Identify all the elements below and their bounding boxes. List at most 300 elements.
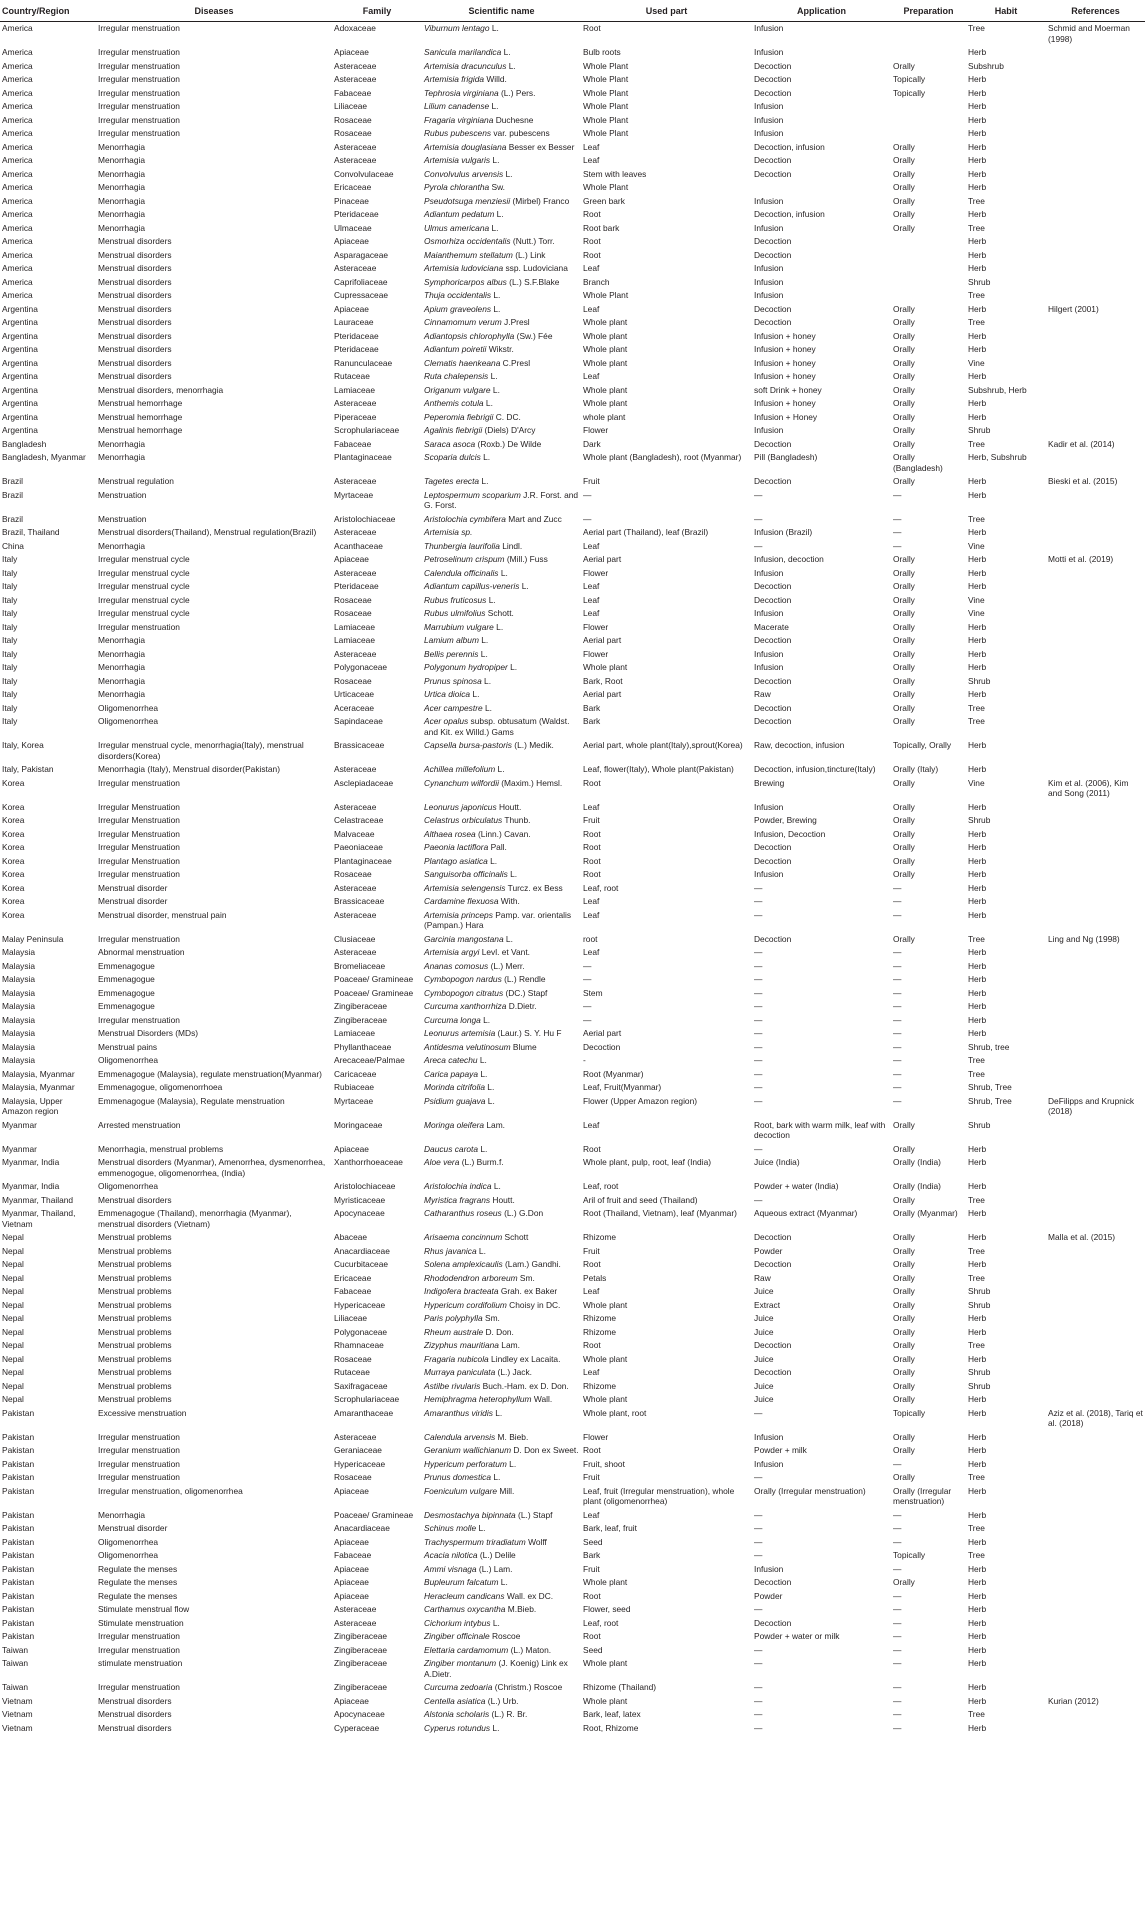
cell-application: Infusion (Brazil) <box>754 527 813 537</box>
cell-habit: Tree <box>968 933 985 944</box>
cell-country: Korea <box>2 828 25 839</box>
table-row <box>0 960 1145 974</box>
cell-disease: Menstrual hemorrhage <box>98 411 183 422</box>
cell-country: Argentina <box>2 425 38 435</box>
table-row <box>0 276 1145 290</box>
cell-preparation: Topically <box>893 87 926 98</box>
cell-family: Zingiberaceae <box>334 1631 388 1641</box>
header-row <box>0 4 1145 22</box>
cell-reference <box>1046 868 1145 882</box>
cell-preparation: — <box>893 974 902 984</box>
cell-application: Juice <box>754 1380 774 1391</box>
cell-disease: Irregular menstruation <box>98 621 180 632</box>
table-row <box>0 1366 1145 1380</box>
cell-disease: Menstrual problems <box>98 1340 172 1350</box>
cell-disease: Menstrual Disorders (MDs) <box>98 1028 199 1038</box>
cell-application: — <box>754 1068 763 1079</box>
cell-application: Decoction, infusion <box>754 209 825 219</box>
cell-country: Korea <box>2 869 25 879</box>
cell-family: Apiaceae <box>334 236 369 246</box>
cell-preparation: Orally <box>893 777 915 788</box>
cell-reference <box>1046 634 1145 648</box>
table-row <box>0 814 1145 828</box>
table-row <box>0 580 1145 594</box>
cell-used-part: Leaf, flower(Italy), Whole plant(Pakistan) <box>583 764 734 774</box>
cell-reference <box>1046 841 1145 855</box>
cell-family: Polygonaceae <box>334 1326 388 1337</box>
table-row <box>0 882 1145 896</box>
cell-reference <box>1046 1285 1145 1299</box>
cell-disease: Abnormal menstruation <box>98 947 185 957</box>
cell-country: Taiwan <box>2 1682 29 1692</box>
cell-used-part: Whole plant, pulp, root, leaf (India) <box>583 1157 712 1167</box>
cell-reference <box>1046 1458 1145 1472</box>
cell-scientific-name: Daucus carota L. <box>424 1143 488 1154</box>
cell-country: Korea <box>2 855 25 866</box>
cell-disease: Regulate the menses <box>98 1563 178 1574</box>
cell-habit: Herb <box>968 662 987 672</box>
cell-habit: Herb <box>968 1631 987 1641</box>
cell-application: Decoction <box>754 168 792 179</box>
table-row <box>0 526 1145 540</box>
cell-reference <box>1046 235 1145 249</box>
cell-reference <box>1046 855 1145 869</box>
cell-country: America <box>2 182 33 192</box>
cell-scientific-name: Adiantum capillus-veneris L. <box>424 581 529 591</box>
cell-reference <box>1046 1590 1145 1604</box>
cell-scientific-name: Acer opalus subsp. obtusatum (Waldst. and Kit. ex Willd.) Gams <box>424 716 570 737</box>
cell-preparation <box>891 289 966 303</box>
cell-family: Cyperaceae <box>334 1722 380 1733</box>
cell-preparation: Orally <box>893 1259 915 1269</box>
cell-used-part: Root <box>583 855 601 866</box>
cell-reference <box>1046 1603 1145 1617</box>
cell-used-part: Leaf <box>583 1119 600 1130</box>
table-row <box>0 973 1145 987</box>
table-row <box>0 1603 1145 1617</box>
cell-used-part: Seed <box>583 1644 603 1655</box>
cell-used-part: Leaf <box>583 581 600 591</box>
cell-preparation: Orally <box>893 411 915 422</box>
cell-application: Extract <box>754 1299 781 1310</box>
table-row <box>0 513 1145 527</box>
cell-habit: Tree <box>968 23 985 33</box>
cell-habit: Herb <box>968 554 987 564</box>
cell-application: Infusion <box>754 195 784 206</box>
table-row <box>0 661 1145 675</box>
cell-used-part: — <box>583 960 592 971</box>
cell-used-part: Leaf <box>583 141 600 152</box>
cell-family: Zingiberaceae <box>334 1014 388 1025</box>
cell-family: Apiaceae <box>334 1563 369 1574</box>
cell-reference <box>1046 316 1145 330</box>
table-row <box>0 1068 1145 1082</box>
cell-scientific-name: Zingiber montanum (J. Koenig) Link ex A.Dietr. <box>424 1658 568 1679</box>
cell-country: America <box>2 155 33 165</box>
table-row <box>0 1380 1145 1394</box>
cell-preparation: Orally <box>893 303 915 314</box>
cell-used-part: Whole plant (Bangladesh), root (Myanmar) <box>583 452 742 462</box>
cell-used-part: Whole plant, root <box>583 1407 647 1418</box>
cell-reference <box>1046 1299 1145 1313</box>
cell-scientific-name: Calendula arvensis M. Bieb. <box>424 1431 529 1442</box>
cell-reference <box>1046 1576 1145 1590</box>
cell-reference <box>1046 960 1145 974</box>
cell-country: Myanmar, Thailand <box>2 1194 74 1205</box>
cell-application: — <box>754 1682 763 1692</box>
cell-application: Decoction <box>754 581 792 591</box>
cell-disease: Menstrual problems <box>98 1286 172 1296</box>
cell-used-part: Rhizome <box>583 1380 617 1391</box>
cell-habit: Herb <box>968 896 987 906</box>
cell-preparation <box>891 127 966 141</box>
cell-scientific-name: Astilbe rivularis Buch.-Ham. ex D. Don. <box>424 1380 569 1391</box>
cell-preparation: — <box>893 1695 902 1706</box>
cell-country: Nepal <box>2 1367 24 1377</box>
cell-disease: Emmenagogue <box>98 987 155 998</box>
cell-preparation: — <box>893 1590 902 1601</box>
cell-used-part: Root <box>583 1631 601 1641</box>
cell-preparation: — <box>893 1055 902 1065</box>
cell-disease: Oligomenorrhea <box>98 716 159 726</box>
cell-disease: Irregular menstruation <box>98 1682 180 1692</box>
cell-application: Powder + milk <box>754 1445 807 1455</box>
cell-family: Cupressaceae <box>334 290 389 300</box>
cell-family: Asteraceae <box>334 476 377 486</box>
cell-used-part: Root <box>583 1445 601 1455</box>
cell-reference <box>1046 1393 1145 1407</box>
cell-preparation: — <box>893 527 902 537</box>
cell-scientific-name: Pyrola chlorantha Sw. <box>424 182 506 192</box>
cell-preparation: Orally <box>893 1394 915 1404</box>
cell-family: Brassicaceae <box>334 740 385 750</box>
table-row <box>0 828 1145 842</box>
cell-habit: Shrub <box>968 1299 991 1310</box>
cell-reference <box>1046 1041 1145 1055</box>
cell-application: Infusion <box>754 869 784 879</box>
cell-preparation: Orally <box>893 716 915 726</box>
cell-application: Juice <box>754 1353 774 1364</box>
cell-country: Nepal <box>2 1245 24 1256</box>
cell-habit: Shrub <box>968 675 991 686</box>
cell-application: — <box>754 1095 763 1106</box>
cell-reference <box>1046 909 1145 933</box>
cell-used-part: Whole plant <box>583 330 628 341</box>
cell-family: Cucurbitaceae <box>334 1259 389 1269</box>
table-row <box>0 946 1145 960</box>
cell-application: — <box>754 540 763 551</box>
table-row <box>0 1444 1145 1458</box>
cell-preparation: — <box>893 909 902 920</box>
table-row <box>0 1708 1145 1722</box>
cell-disease: Menstrual disorder <box>98 1523 168 1533</box>
cell-preparation: Orally <box>893 344 915 354</box>
cell-disease: Menorrhagia <box>98 209 146 219</box>
cell-family: Asteraceae <box>334 141 377 152</box>
cell-scientific-name: Apium graveolens L. <box>424 303 501 314</box>
cell-preparation: — <box>893 1523 902 1533</box>
cell-preparation: Orally <box>893 608 915 618</box>
cell-country: Korea <box>2 842 25 852</box>
cell-used-part: Aerial part (Thailand), leaf (Brazil) <box>583 527 709 537</box>
cell-used-part: Leaf <box>583 371 600 381</box>
cell-country: Brazil <box>2 489 23 500</box>
cell-habit: Herb <box>968 648 987 659</box>
cell-application: — <box>754 947 763 957</box>
cell-reference <box>1046 357 1145 371</box>
cell-application: Infusion <box>754 290 784 300</box>
cell-application: Infusion + honey <box>754 357 816 368</box>
cell-family: Apiaceae <box>334 303 369 314</box>
cell-used-part: Whole plant <box>583 357 628 368</box>
cell-preparation: Orally <box>893 621 915 632</box>
cell-preparation: — <box>893 540 902 551</box>
table-row <box>0 855 1145 869</box>
cell-scientific-name: Bupleurum falcatum L. <box>424 1577 508 1587</box>
cell-application: Infusion <box>754 222 784 233</box>
cell-used-part: Whole Plant <box>583 60 629 71</box>
cell-country: Italy, Pakistan <box>2 764 54 774</box>
cell-disease: Menstrual pains <box>98 1041 158 1052</box>
cell-disease: Menstrual disorders <box>98 357 172 368</box>
cell-disease: Stimulate menstruation <box>98 1617 184 1628</box>
cell-habit: Shrub, Tree <box>968 1095 1012 1106</box>
cell-country: Pakistan <box>2 1536 35 1547</box>
header-family: Family <box>332 4 422 22</box>
cell-scientific-name: Convolvulus arvensis L. <box>424 168 513 179</box>
cell-country: Korea <box>2 909 25 920</box>
cell-family: Rosaceae <box>334 114 372 125</box>
cell-used-part: Leaf <box>583 540 600 551</box>
cell-habit: Herb <box>968 1407 987 1418</box>
cell-used-part: Leaf <box>583 896 600 906</box>
cell-application: Orally (Irregular menstruation) <box>754 1485 866 1496</box>
cell-used-part: Bark, Root <box>583 675 623 686</box>
cell-country: America <box>2 87 33 98</box>
cell-disease: Irregular menstruation, oligomenorrhea <box>98 1485 243 1496</box>
cell-used-part: Whole Plant <box>583 290 629 300</box>
cell-country: America <box>2 101 33 111</box>
cell-disease: Menstrual problems <box>98 1299 172 1310</box>
cell-preparation: Orally <box>893 222 915 233</box>
cell-country: Nepal <box>2 1313 24 1323</box>
cell-used-part: Whole plant <box>583 1353 628 1364</box>
cell-application: Infusion <box>754 128 784 138</box>
cell-habit: Tree <box>968 1068 985 1079</box>
cell-habit: Herb <box>968 1485 987 1496</box>
cell-country: Argentina <box>2 317 38 327</box>
cell-used-part: Whole Plant <box>583 114 629 125</box>
cell-disease: Menstrual disorders(Thailand), Menstrual regulation(Brazil) <box>98 527 317 537</box>
cell-disease: Menstruation <box>98 513 147 524</box>
cell-preparation: — <box>893 513 902 524</box>
cell-used-part: Flower <box>583 648 609 659</box>
cell-preparation: — <box>893 1682 902 1692</box>
cell-country: Italy <box>2 554 18 564</box>
cell-preparation: Orally <box>893 384 915 395</box>
table-row <box>0 249 1145 263</box>
cell-country: Pakistan <box>2 1407 35 1418</box>
cell-used-part: Stem <box>583 987 603 998</box>
table-row <box>0 1393 1145 1407</box>
cell-used-part: Leaf <box>583 947 600 957</box>
cell-reference: Motti et al. (2019) <box>1048 554 1114 564</box>
cell-used-part: Fruit <box>583 1472 600 1482</box>
cell-preparation: Orally <box>893 1326 915 1337</box>
cell-used-part: Seed <box>583 1536 603 1547</box>
cell-reference <box>1046 127 1145 141</box>
cell-disease: Menstrual disorders <box>98 344 172 354</box>
cell-used-part: Decoction <box>583 1041 621 1052</box>
cell-reference <box>1046 181 1145 195</box>
cell-habit: Herb <box>968 1722 987 1733</box>
cell-country: Myanmar, India <box>2 1181 60 1191</box>
cell-disease: Menorrhagia <box>98 438 146 449</box>
table-row <box>0 357 1145 371</box>
cell-used-part: Flower, seed <box>583 1604 631 1614</box>
cell-scientific-name: Artemisia sp. <box>424 527 473 537</box>
cell-preparation: Orally <box>893 209 915 219</box>
cell-family: Apiaceae <box>334 1485 369 1496</box>
cell-habit: Tree <box>968 290 985 300</box>
cell-country: Pakistan <box>2 1485 35 1496</box>
cell-scientific-name: Osmorhiza occidentalis (Nutt.) Torr. <box>424 236 555 246</box>
cell-used-part: Leaf <box>583 608 600 618</box>
cell-used-part: Root <box>583 777 601 788</box>
cell-scientific-name: Morinda citrifolia L. <box>424 1082 495 1092</box>
cell-country: Bangladesh, Myanmar <box>2 452 86 462</box>
cell-country: Nepal <box>2 1286 24 1296</box>
cell-country: Argentina <box>2 411 38 422</box>
cell-country: Pakistan <box>2 1458 35 1469</box>
cell-application: Decoction <box>754 1232 792 1242</box>
cell-scientific-name: Garcinia mangostana L. <box>424 933 513 944</box>
cell-application: Raw <box>754 689 771 699</box>
cell-preparation: — <box>893 1631 902 1641</box>
table-row <box>0 621 1145 635</box>
cell-application: Aqueous extract (Myanmar) <box>754 1208 858 1218</box>
cell-family: Ericaceae <box>334 182 372 192</box>
cell-application: — <box>754 987 763 998</box>
cell-reference <box>1046 1617 1145 1631</box>
cell-reference <box>1046 168 1145 182</box>
cell-country: America <box>2 195 33 206</box>
cell-habit: Herb <box>968 1604 987 1614</box>
cell-preparation: — <box>893 1095 902 1106</box>
cell-family: Rosaceae <box>334 594 372 605</box>
cell-preparation: Orally <box>893 1577 915 1587</box>
cell-family: Malvaceae <box>334 828 375 839</box>
cell-family: Moringaceae <box>334 1119 383 1130</box>
cell-habit: Herb <box>968 398 987 408</box>
cell-used-part: Bulb roots <box>583 47 621 57</box>
cell-preparation: Orally <box>893 828 915 839</box>
header-diseases: Diseases <box>96 4 332 22</box>
cell-family: Pinaceae <box>334 195 369 206</box>
table-row <box>0 1258 1145 1272</box>
cell-disease: Stimulate menstrual flow <box>98 1604 190 1614</box>
cell-habit: Shrub, tree <box>968 1041 1010 1052</box>
cell-disease: Oligomenorrhea <box>98 1181 159 1191</box>
cell-application: Infusion <box>754 1431 784 1442</box>
cell-reference <box>1046 1509 1145 1523</box>
cell-country: Italy <box>2 675 18 686</box>
cell-scientific-name: Geranium wallichianum D. Don ex Sweet. <box>424 1445 579 1455</box>
cell-preparation: Orally <box>893 438 915 449</box>
table-row <box>0 909 1145 933</box>
cell-reference <box>1046 1027 1145 1041</box>
cell-family: Poaceae/ Gramineae <box>334 987 414 998</box>
cell-used-part: Root <box>583 869 601 879</box>
cell-family: Bromeliaceae <box>334 960 386 971</box>
cell-preparation: Orally <box>893 141 915 152</box>
cell-preparation: Orally <box>893 1445 915 1455</box>
cell-disease: Menorrhagia <box>98 1509 146 1520</box>
cell-application: — <box>754 1028 763 1038</box>
cell-scientific-name: Artemisia selengensis Turcz. ex Bess <box>424 882 563 893</box>
cell-preparation <box>891 249 966 263</box>
cell-preparation: Orally <box>893 1367 915 1377</box>
cell-disease: Oligomenorrhea <box>98 1055 159 1065</box>
cell-application: Decoction <box>754 1367 792 1377</box>
cell-scientific-name: Artemisia argyi Levl. et Vant. <box>424 947 530 957</box>
cell-disease: Excessive menstruation <box>98 1407 187 1418</box>
cell-country: China <box>2 540 24 551</box>
table-row <box>0 316 1145 330</box>
table-row <box>0 289 1145 303</box>
cell-scientific-name: Marrubium vulgare L. <box>424 621 504 632</box>
cell-disease: Menstrual disorders <box>98 1194 172 1205</box>
cell-scientific-name: Clematis haenkeana C.Presl <box>424 357 531 368</box>
cell-application: Powder, Brewing <box>754 815 817 825</box>
cell-country: Bangladesh <box>2 438 47 449</box>
cell-country: Italy <box>2 608 18 618</box>
cell-reference <box>1046 1054 1145 1068</box>
cell-reference <box>1046 739 1145 763</box>
cell-reference: Kadir et al. (2014) <box>1048 438 1115 449</box>
cell-country: Myanmar <box>2 1119 37 1130</box>
cell-scientific-name: Lamium album L. <box>424 635 489 645</box>
cell-reference <box>1046 1081 1145 1095</box>
cell-country: Malaysia <box>2 1001 36 1011</box>
cell-application: soft Drink + honey <box>754 384 822 395</box>
cell-application: Decoction <box>754 60 792 71</box>
cell-reference <box>1046 1245 1145 1259</box>
cell-family: Lamiaceae <box>334 621 375 632</box>
cell-country: America <box>2 128 33 138</box>
cell-family: Sapindaceae <box>334 716 383 726</box>
cell-application: — <box>754 1509 763 1520</box>
cell-reference: Aziz et al. (2018), Tariq et al. (2018) <box>1048 1407 1143 1428</box>
cell-disease: Irregular menstruation <box>98 101 180 111</box>
cell-application: Infusion + honey <box>754 330 816 341</box>
cell-disease: Menorrhagia <box>98 222 146 233</box>
cell-habit: Herb <box>968 1181 987 1191</box>
cell-disease: Menstruation <box>98 489 147 500</box>
cell-country: America <box>2 222 33 233</box>
cell-scientific-name: Maianthemum stellatum (L.) Link <box>424 249 546 260</box>
cell-family: Poaceae/ Gramineae <box>334 1509 414 1520</box>
cell-family: Fabaceae <box>334 1550 372 1560</box>
cell-reference <box>1046 87 1145 101</box>
cell-habit: Herb <box>968 489 987 500</box>
cell-used-part: Root <box>583 1259 601 1269</box>
cell-application: — <box>754 1194 763 1205</box>
cell-scientific-name: Rheum australe D. Don. <box>424 1326 514 1337</box>
cell-disease: Irregular Menstruation <box>98 842 180 852</box>
cell-used-part: Leaf <box>583 909 600 920</box>
cell-habit: Herb <box>968 689 987 699</box>
